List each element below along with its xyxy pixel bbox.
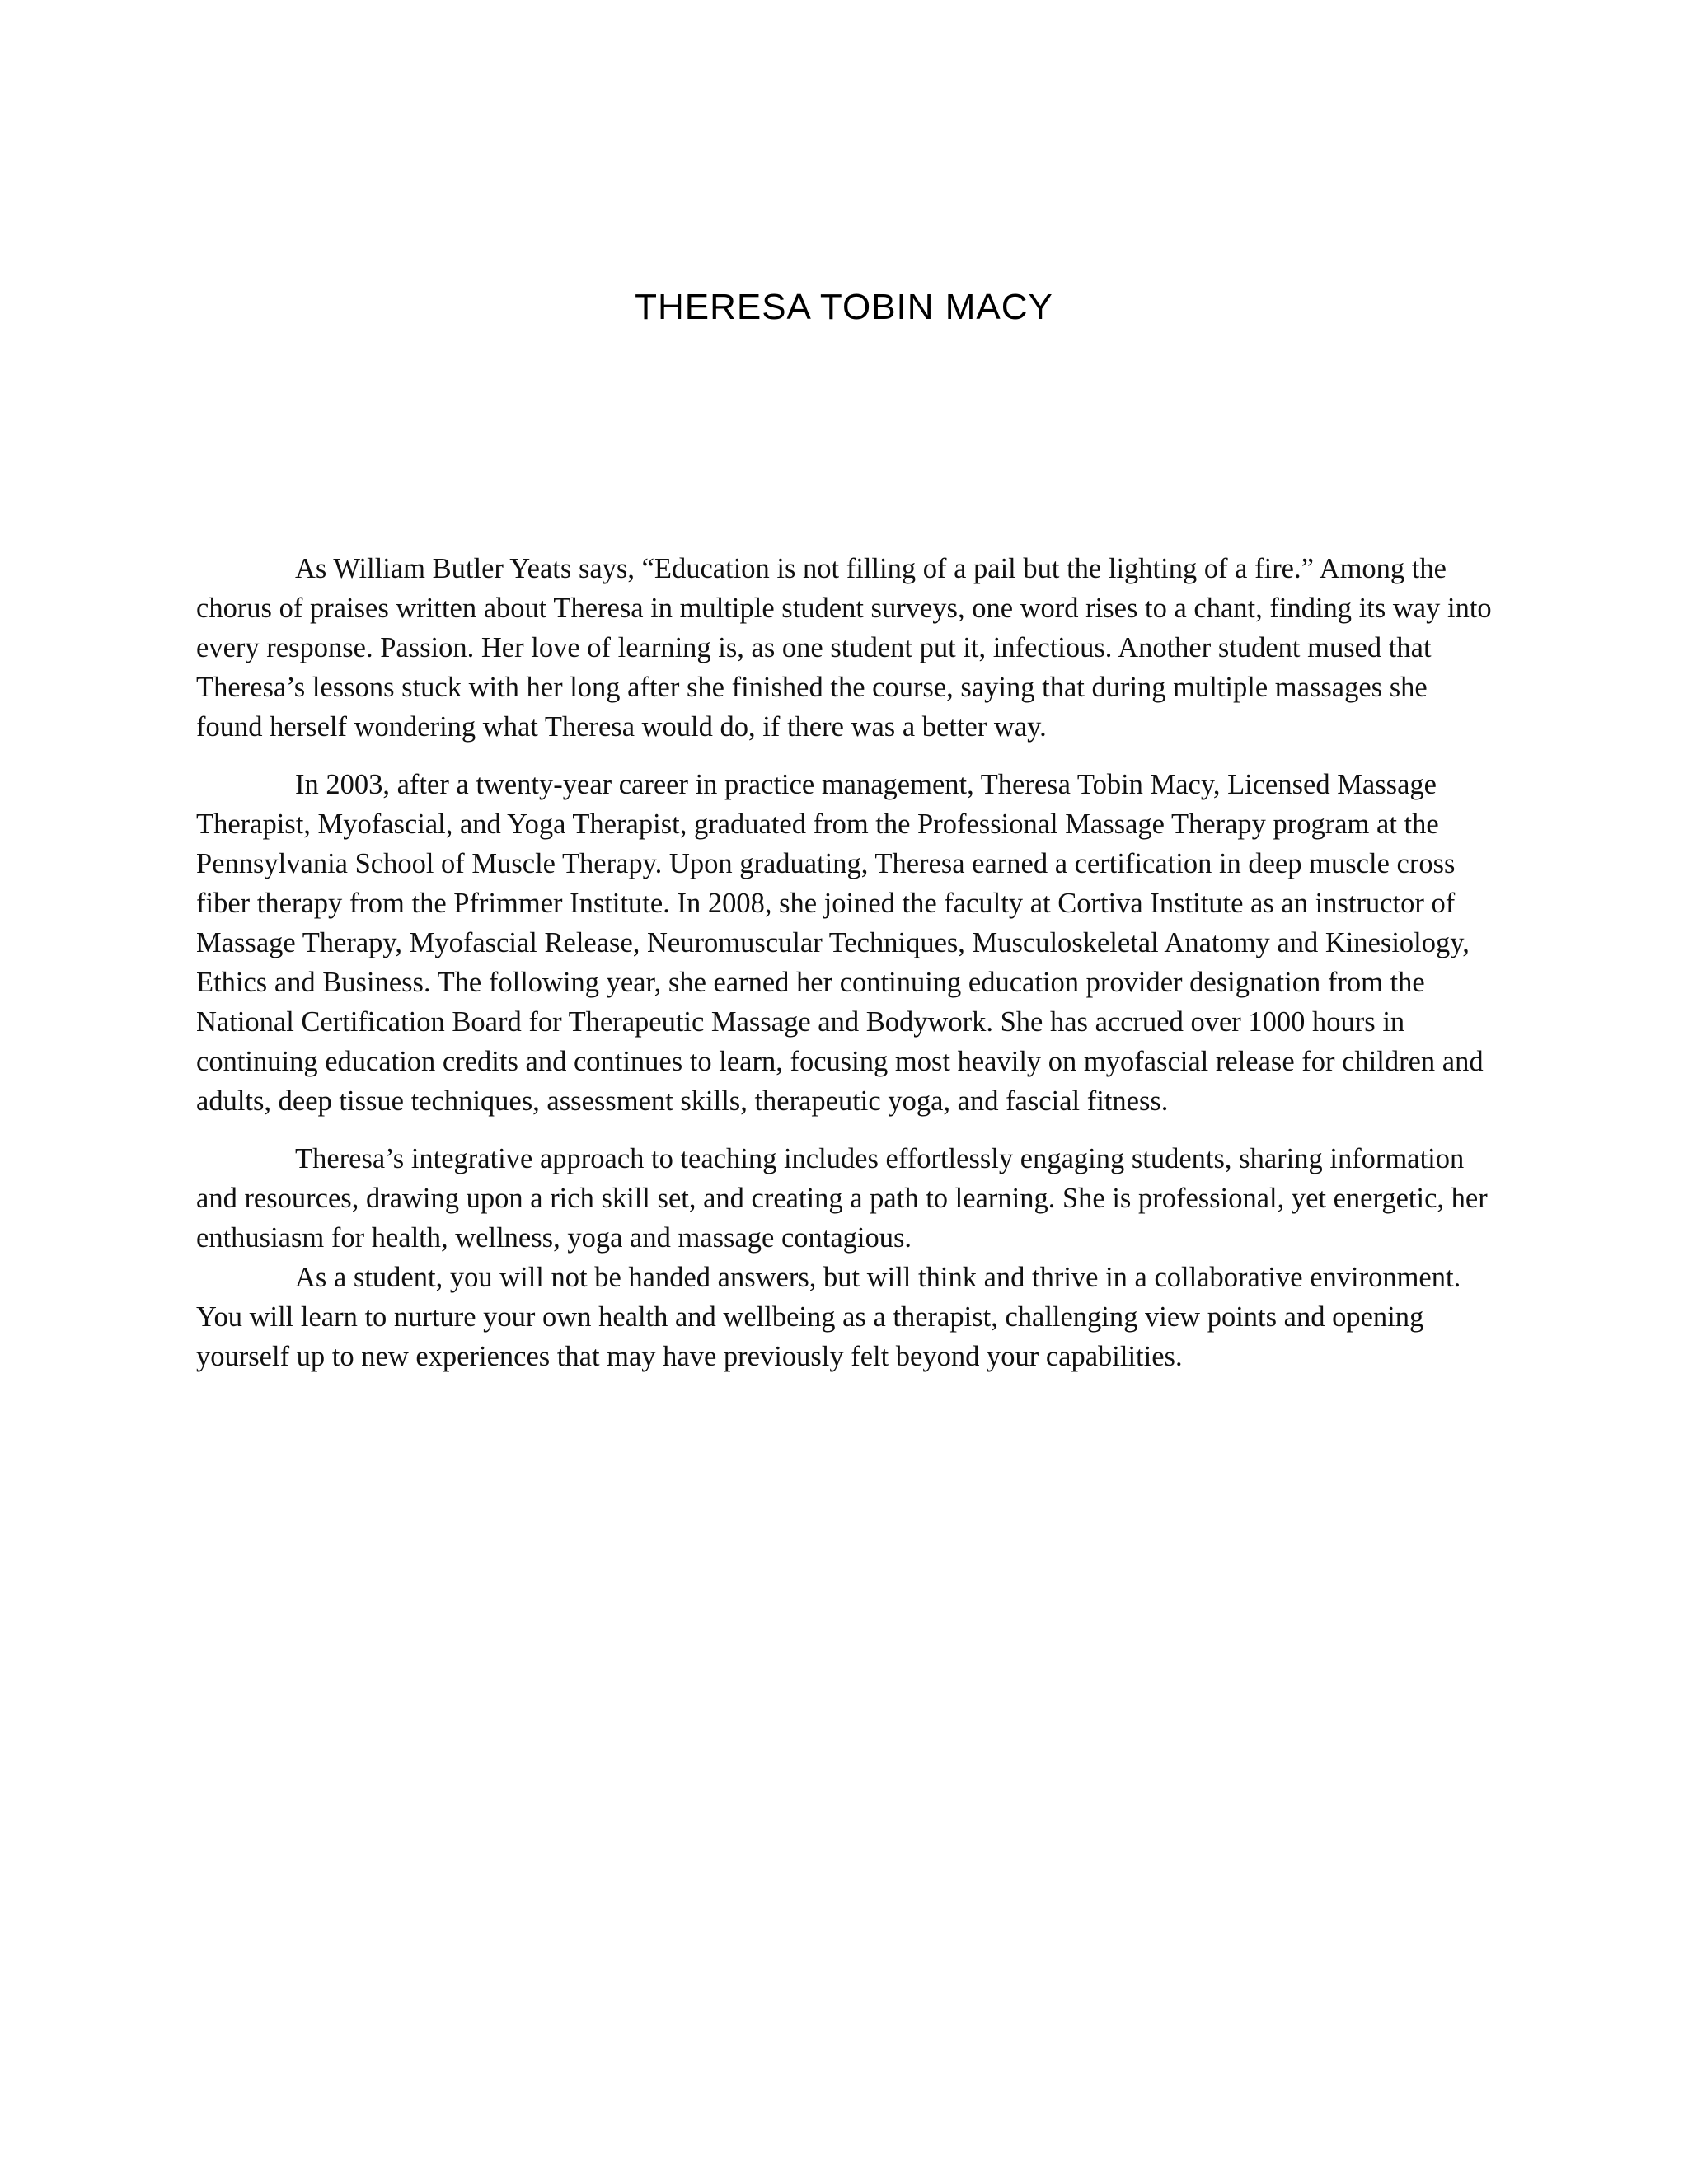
document-title: THERESA TOBIN MACY [635, 287, 1053, 327]
paragraph-student-experience: As a student, you will not be handed answers, but will think and thrive in a collaborative environment. You will learn to nurture your own health and wellbeing as a therapist, challenging view points and opening yourself up to new experiences that may have previously felt beyond your capabilities. [196, 1262, 1461, 1372]
document-body [196, 549, 1492, 1376]
paragraph-teaching-approach: Theresa’s integrative approach to teaching includes effortlessly engaging students, sharing information and resources, drawing upon a rich skill set, and creating a path to learning. She is professional, yet energetic, her enthusiasm for health, wellness, yoga and massage contagious. [196, 1143, 1488, 1254]
paragraph-career-history: In 2003, after a twenty-year career in practice management, Theresa Tobin Macy, Licensed Massage Therapist, Myofascial, and Yoga Therapist, graduated from the Professional Massage Therapy program at the Pennsylvania School of Muscle Therapy. Upon graduating, Theresa earned a certification in deep muscle cross fiber therapy from the Pfrimmer Institute. In 2008, she joined the faculty at Cortiva Institute as an instructor of Massage Therapy, Myofascial Release, Neuromuscular Techniques, Musculoskeletal Anatomy and Kinesiology, Ethics and Business. The following year, she earned her continuing education provider designation from the National Certification Board for Therapeutic Massage and Bodywork. She has accrued over 1000 hours in continuing education credits and continues to learn, focusing most heavily on myofascial release for children and adults, deep tissue techniques, assessment skills, therapeutic yoga, and fascial fitness. [196, 769, 1484, 1117]
paragraph-yeats-quote: As William Butler Yeats says, “Education is not filling of a pail but the lighting of a fire.” Among the chorus of praises written about Theresa in multiple student surveys, one word rises to a chant, finding its way into every response. Passion. Her love of learning is, as one student put it, infectious. Another student mused that Theresa’s lessons stuck with her long after she finished the course, saying that during multiple massages she found herself wondering what Theresa would do, if there was a better way. [196, 553, 1492, 743]
